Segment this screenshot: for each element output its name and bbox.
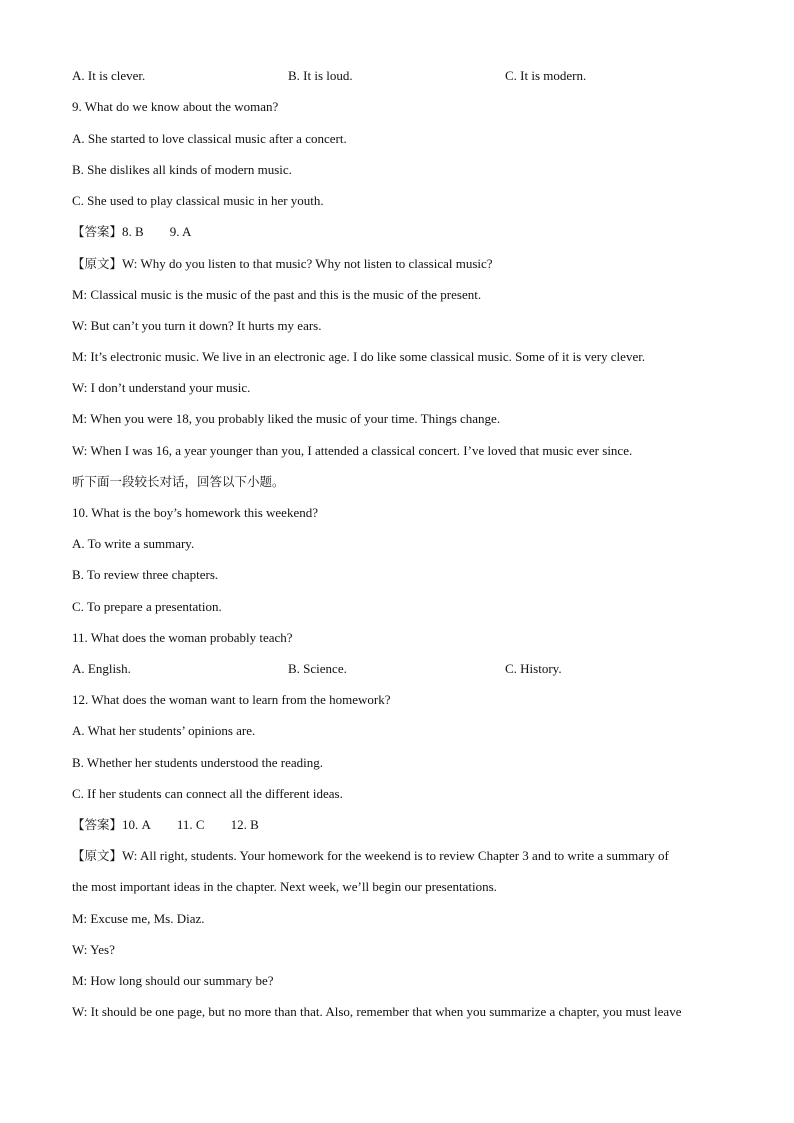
transcript-line: M: How long should our summary be?	[72, 973, 274, 988]
q8-option-a: A. It is clever.	[72, 68, 146, 83]
transcript-line: the most important ideas in the chapter. Next week, we’ll begin our presentations.	[72, 879, 497, 894]
transcript-line: W: When I was 16, a year younger than you, I attended a classical concert. I’ve loved that music ever since.	[72, 443, 633, 458]
answer-line-2	[72, 817, 259, 833]
q12-option-a: A. What her students’ opinions are.	[72, 723, 256, 738]
q12-option-c: C. If her students can connect all the different ideas.	[72, 786, 343, 801]
answer-tag: 【答案】	[72, 817, 123, 832]
transcript-tag: 【原文】	[72, 848, 123, 863]
q10-option-b: B. To review three chapters.	[72, 567, 219, 582]
transcript-line: M: It’s electronic music. We live in an electronic age. I do like some classical music. Some of it is very clever.	[72, 349, 646, 364]
answer-value: 10. A	[122, 817, 151, 832]
answer-value: 11. C	[176, 817, 205, 832]
q11-question: 11. What does the woman probably teach?	[72, 630, 293, 645]
transcript-line: W: Yes?	[72, 942, 115, 957]
q8-option-b: B. It is loud.	[288, 68, 353, 83]
answer-value: 9. A	[169, 224, 192, 239]
answer-value: 12. B	[230, 817, 259, 832]
q9-question: 9. What do we know about the woman?	[72, 99, 279, 114]
transcript-line: W: I don’t understand your music.	[72, 380, 251, 395]
transcript-line: M: Excuse me, Ms. Diaz.	[72, 911, 205, 926]
transcript-line: M: Classical music is the music of the past and this is the music of the present.	[72, 287, 482, 302]
transcript-line: 【原文】W: Why do you listen to that music? Why not listen to classical music?	[72, 256, 493, 271]
q11-option-c: C. History.	[505, 661, 562, 676]
transcript-line: W: It should be one page, but no more than that. Also, remember that when you summarize a chapter, you must leave	[72, 1004, 682, 1019]
q10-option-a: A. To write a summary.	[72, 536, 195, 551]
q12-option-b: B. Whether her students understood the reading.	[72, 755, 324, 770]
q8-option-c: C. It is modern.	[505, 68, 587, 83]
answer-tag: 【答案】	[72, 224, 123, 239]
transcript-tag: 【原文】	[72, 256, 123, 271]
q9-option-b: B. She dislikes all kinds of modern music.	[72, 162, 292, 177]
q9-option-c: C. She used to play classical music in her youth.	[72, 193, 324, 208]
q11-option-b: B. Science.	[288, 661, 347, 676]
transcript-line: W: But can’t you turn it down? It hurts my ears.	[72, 318, 322, 333]
section-instruction: 听下面一段较长对话，回答以下小题。	[72, 474, 285, 489]
transcript-line: M: When you were 18, you probably liked the music of your time. Things change.	[72, 411, 501, 426]
q10-option-c: C. To prepare a presentation.	[72, 599, 222, 614]
transcript-line: 【原文】W: All right, students. Your homework for the weekend is to review Chapter 3 and to write a summary of	[72, 848, 669, 863]
q10-question: 10. What is the boy’s homework this weekend?	[72, 505, 318, 520]
answer-line-1	[72, 224, 191, 240]
q9-option-a: A. She started to love classical music after a concert.	[72, 131, 347, 146]
q12-question: 12. What does the woman want to learn from the homework?	[72, 692, 391, 707]
q11-option-a: A. English.	[72, 661, 131, 676]
answer-value: 8. B	[122, 224, 144, 239]
